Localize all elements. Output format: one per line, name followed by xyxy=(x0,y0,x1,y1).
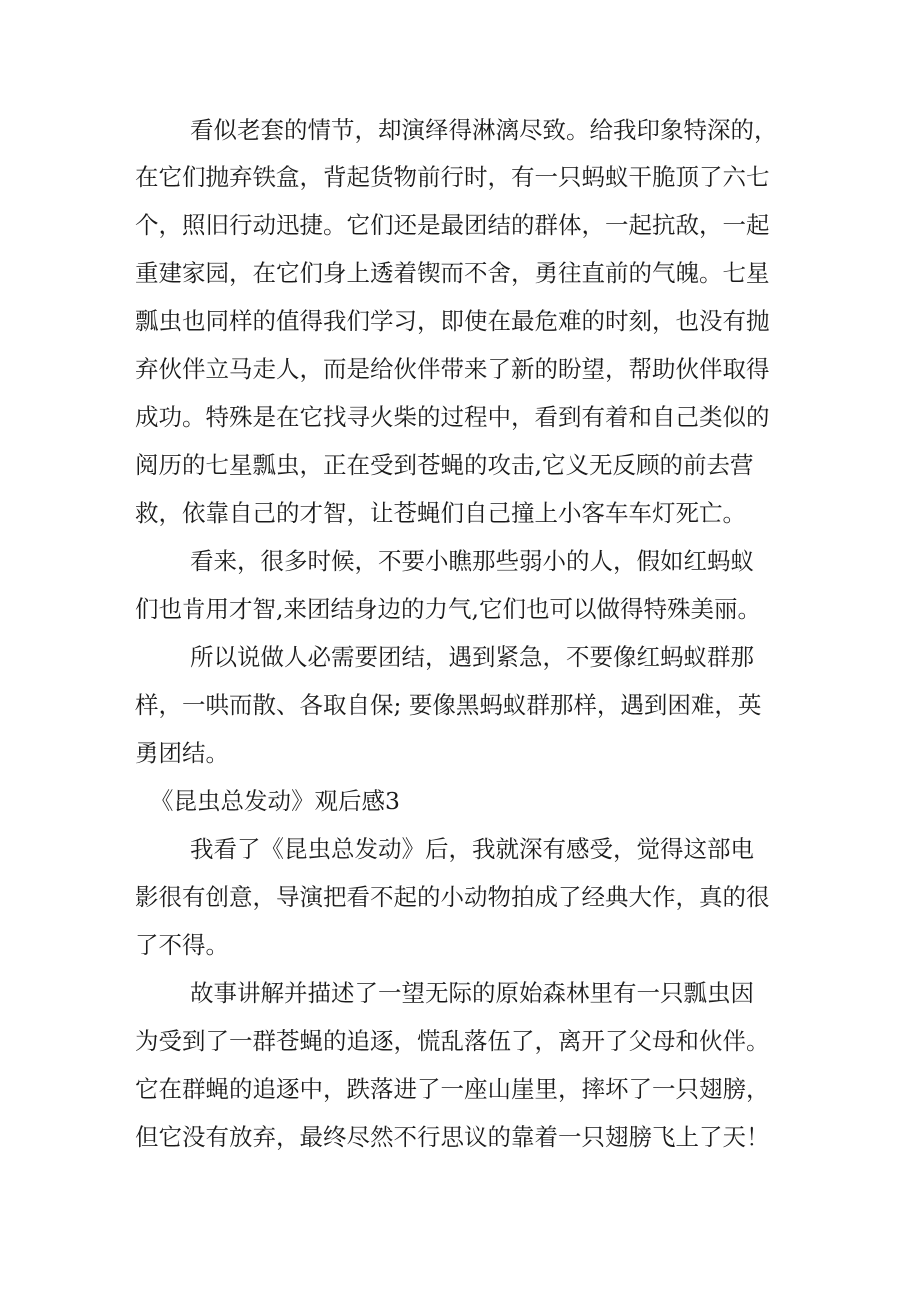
paragraph-1-line-6: 弃伙伴立马走人，而是给伙伴带来了新的盼望，帮助伙伴取得 xyxy=(135,355,770,383)
paragraph-1-line-3: 个，照旧行动迅捷。它们还是最团结的群体，一起抗敌，一起 xyxy=(135,211,770,239)
paragraph-3-line-1: 所以说做人必需要团结，遇到紧急，不要像红蚂蚁群那 xyxy=(190,643,754,671)
paragraph-3-line-2: 样，一哄而散、各取自保; 要像黑蚂蚁群那样，遇到困难，英 xyxy=(135,691,762,719)
paragraph-1-line-2: 在它们抛弃铁盒，背起货物前行时，有一只蚂蚁干脆顶了六七 xyxy=(135,163,770,191)
paragraph-5-line-4: 但它没有放弃，最终尽然不行思议的靠着一只翅膀飞上了天！ xyxy=(135,1123,770,1151)
paragraph-1-line-8: 阅历的七星瓢虫，正在受到苍蝇的攻击,它义无反顾的前去营 xyxy=(135,451,754,479)
section-heading: 《昆虫总发动》观后感3 xyxy=(150,787,400,815)
paragraph-5-line-1: 故事讲解并描述了一望无际的原始森林里有一只瓢虫因 xyxy=(190,979,754,1007)
paragraph-1-line-5: 瓢虫也同样的值得我们学习，即使在最危难的时刻，也没有抛 xyxy=(135,307,770,335)
paragraph-5-line-2: 为受到了一群苍蝇的追逐，慌乱落伍了，离开了父母和伙伴。 xyxy=(135,1027,770,1055)
paragraph-1-line-4: 重建家园，在它们身上透着锲而不舍，勇往直前的气魄。七星 xyxy=(135,259,770,287)
paragraph-2-line-2: 们也肯用才智,来团结身边的力气,它们也可以做得特殊美丽。 xyxy=(135,595,761,623)
paragraph-1-line-9: 救，依靠自己的才智，让苍蝇们自己撞上小客车车灯死亡。 xyxy=(135,499,746,527)
paragraph-2-line-1: 看来，很多时候，不要小瞧那些弱小的人，假如红蚂蚁 xyxy=(190,547,754,575)
paragraph-4-line-1: 我看了《昆虫总发动》后，我就深有感受，觉得这部电 xyxy=(190,835,754,863)
paragraph-4-line-3: 了不得。 xyxy=(135,931,229,959)
paragraph-4-line-2: 影很有创意，导演把看不起的小动物拍成了经典大作，真的很 xyxy=(135,883,770,911)
paragraph-5-line-3: 它在群蝇的追逐中，跌落进了一座山崖里，摔坏了一只翅膀， xyxy=(135,1075,770,1103)
paragraph-1-line-1: 看似老套的情节，却演绎得淋漓尽致。给我印象特深的， xyxy=(190,116,778,144)
paragraph-3-line-3: 勇团结。 xyxy=(135,739,229,767)
paragraph-1-line-7: 成功。特殊是在它找寻火柴的过程中，看到有着和自己类似的 xyxy=(135,403,770,431)
